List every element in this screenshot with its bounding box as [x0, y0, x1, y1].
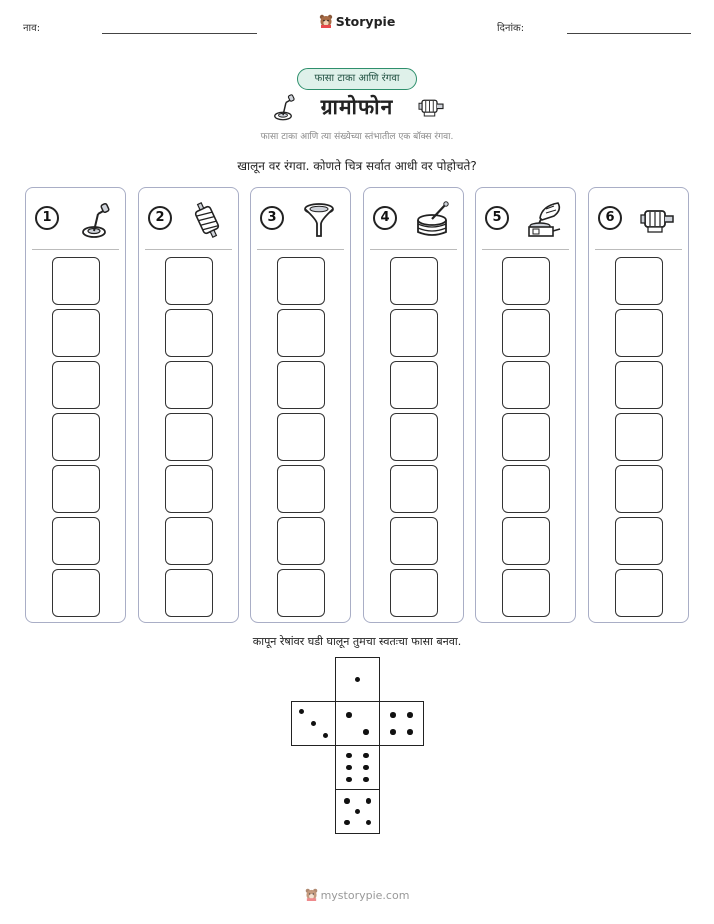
die-pip	[366, 820, 372, 826]
date-label: दिनांक:	[497, 23, 525, 34]
column-number: 2	[148, 206, 172, 230]
color-box[interactable]	[390, 309, 438, 357]
die-pip	[346, 753, 352, 759]
subtitle: फासा टाका आणि त्या संख्येच्या स्तंभातील एक बॉक्स रंगवा.	[260, 132, 454, 142]
die-pip	[346, 712, 352, 718]
activity-badge: फासा टाका आणि रंगवा	[297, 68, 417, 90]
color-box[interactable]	[502, 517, 550, 565]
column-6	[588, 187, 689, 623]
color-box[interactable]	[390, 361, 438, 409]
color-box[interactable]	[615, 413, 663, 461]
die-pip	[346, 777, 352, 783]
die-pip	[311, 721, 317, 727]
motor-icon	[637, 200, 677, 240]
color-box[interactable]	[390, 569, 438, 617]
die-pip	[407, 712, 413, 718]
color-box[interactable]	[52, 257, 100, 305]
die-face-1	[335, 657, 380, 702]
die-pip	[363, 753, 369, 759]
color-box[interactable]	[277, 517, 325, 565]
die-pip	[346, 765, 352, 771]
color-box[interactable]	[52, 413, 100, 461]
die-pip	[355, 677, 361, 683]
footer-url[interactable]: mystorypie.com	[320, 889, 410, 902]
column-divider	[370, 249, 457, 250]
motor-icon	[416, 94, 446, 120]
color-box[interactable]	[52, 517, 100, 565]
column-number: 3	[260, 206, 284, 230]
column-3	[250, 187, 351, 623]
column-divider	[595, 249, 682, 250]
color-box[interactable]	[165, 309, 213, 357]
color-box[interactable]	[52, 465, 100, 513]
bear-mascot-icon	[319, 14, 333, 31]
color-box[interactable]	[52, 361, 100, 409]
page-title: ग्रामोफोन	[320, 95, 394, 119]
crank-handle-icon	[74, 200, 114, 240]
color-box[interactable]	[277, 465, 325, 513]
color-box[interactable]	[390, 517, 438, 565]
die-pip	[390, 729, 396, 735]
die-pip	[407, 729, 413, 735]
color-box[interactable]	[165, 413, 213, 461]
bear-mascot-icon	[305, 888, 318, 904]
color-box[interactable]	[277, 413, 325, 461]
color-box[interactable]	[277, 361, 325, 409]
color-box[interactable]	[52, 569, 100, 617]
instruction: खालून वर रंगवा. कोणते चित्र सर्वात आधी वर पोहोचते?	[237, 159, 477, 173]
color-box[interactable]	[615, 517, 663, 565]
color-box[interactable]	[277, 569, 325, 617]
color-box[interactable]	[52, 309, 100, 357]
brand-name: Storypie	[335, 14, 396, 29]
color-box[interactable]	[165, 465, 213, 513]
die-pip	[366, 798, 372, 804]
die-pip	[363, 729, 369, 735]
date-line	[567, 33, 691, 34]
die-face-5	[335, 789, 380, 834]
color-box[interactable]	[502, 257, 550, 305]
die-pip	[344, 820, 350, 826]
funnel-horn-icon	[299, 200, 339, 240]
color-box[interactable]	[277, 257, 325, 305]
color-box[interactable]	[165, 257, 213, 305]
brand-logo	[0, 14, 714, 31]
color-box[interactable]	[615, 465, 663, 513]
column-number: 4	[373, 206, 397, 230]
column-5	[475, 187, 576, 623]
color-box[interactable]	[615, 361, 663, 409]
column-divider	[482, 249, 569, 250]
color-box[interactable]	[390, 413, 438, 461]
die-face-4	[379, 701, 424, 746]
die-pip	[299, 709, 305, 715]
color-box[interactable]	[502, 569, 550, 617]
column-number: 6	[598, 206, 622, 230]
color-box[interactable]	[502, 413, 550, 461]
column-divider	[257, 249, 344, 250]
color-box[interactable]	[615, 257, 663, 305]
die-face-3	[291, 701, 336, 746]
color-box[interactable]	[165, 361, 213, 409]
cut-instruction: कापून रेषांवर घडी घालून तुमचा स्वतःचा फासा बनवा.	[252, 635, 462, 648]
color-box[interactable]	[390, 465, 438, 513]
spring-coil-icon	[187, 200, 227, 240]
color-box[interactable]	[390, 257, 438, 305]
color-box[interactable]	[165, 569, 213, 617]
footer	[0, 888, 714, 904]
die-pip	[323, 733, 329, 739]
die-face-2	[335, 701, 380, 746]
color-box[interactable]	[165, 517, 213, 565]
color-box[interactable]	[277, 309, 325, 357]
die-pip	[390, 712, 396, 718]
column-number: 5	[485, 206, 509, 230]
color-box[interactable]	[502, 361, 550, 409]
column-divider	[145, 249, 232, 250]
column-divider	[32, 249, 119, 250]
die-pip	[355, 809, 361, 815]
color-box[interactable]	[502, 309, 550, 357]
die-face-6	[335, 745, 380, 790]
column-4	[363, 187, 464, 623]
die-pip	[363, 777, 369, 783]
record-stack-icon	[412, 200, 452, 240]
die-pip	[344, 798, 350, 804]
gramophone-icon	[524, 200, 564, 240]
name-label: नाव:	[23, 23, 41, 34]
name-line	[102, 33, 257, 34]
color-box[interactable]	[502, 465, 550, 513]
column-number: 1	[35, 206, 59, 230]
color-box[interactable]	[615, 569, 663, 617]
die-pip	[363, 765, 369, 771]
color-box[interactable]	[615, 309, 663, 357]
column-2	[138, 187, 239, 623]
column-1	[25, 187, 126, 623]
